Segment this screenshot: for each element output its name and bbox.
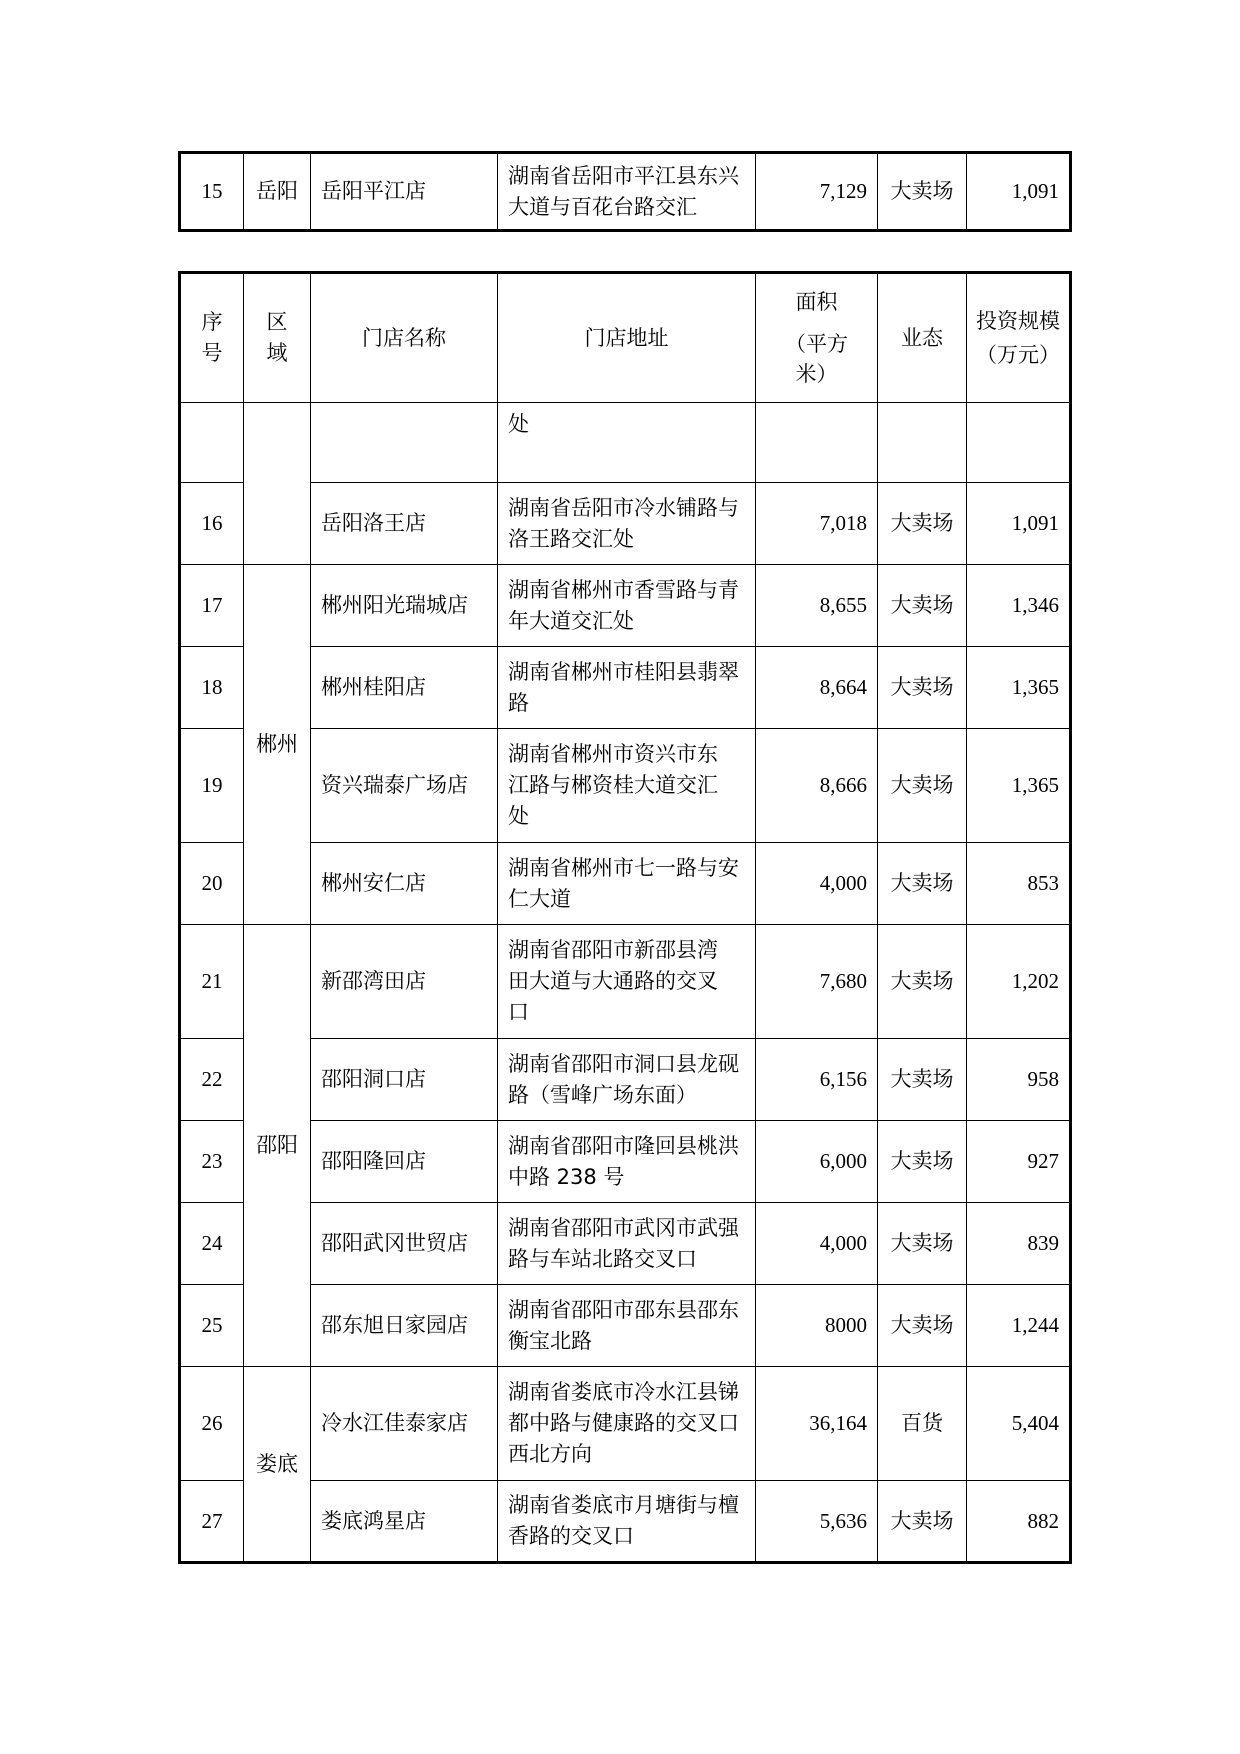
row-number: 22 bbox=[180, 1039, 244, 1121]
store-format: 大卖场 bbox=[878, 153, 967, 231]
store-format: 大卖场 bbox=[878, 647, 967, 729]
store-investment bbox=[967, 403, 1071, 483]
store-investment: 853 bbox=[967, 843, 1071, 925]
store-area: 36,164 bbox=[756, 1367, 878, 1481]
store-name: 岳阳洛王店 bbox=[311, 483, 498, 565]
store-format: 大卖场 bbox=[878, 925, 967, 1039]
region-cell-loudi: 娄底 bbox=[244, 1367, 311, 1563]
store-address: 湖南省邵阳市隆回县桃洪 中路 238 号 bbox=[498, 1121, 756, 1203]
store-name: 郴州阳光瑞城店 bbox=[311, 565, 498, 647]
store-address: 湖南省岳阳市冷水铺路与 洛王路交汇处 bbox=[498, 483, 756, 565]
row-number: 17 bbox=[180, 565, 244, 647]
row-number: 23 bbox=[180, 1121, 244, 1203]
store-investment: 1,365 bbox=[967, 647, 1071, 729]
header-region: 区 域 bbox=[244, 273, 311, 403]
store-investment: 958 bbox=[967, 1039, 1071, 1121]
table-row bbox=[180, 925, 1071, 1039]
store-address: 湖南省郴州市香雪路与青 年大道交汇处 bbox=[498, 565, 756, 647]
row-number: 18 bbox=[180, 647, 244, 729]
store-area: 8,664 bbox=[756, 647, 878, 729]
store-investment: 5,404 bbox=[967, 1367, 1071, 1481]
store-area: 7,680 bbox=[756, 925, 878, 1039]
store-format: 大卖场 bbox=[878, 729, 967, 843]
table-row bbox=[180, 153, 1071, 231]
store-area: 8,666 bbox=[756, 729, 878, 843]
store-format: 大卖场 bbox=[878, 1039, 967, 1121]
store-investment: 1,202 bbox=[967, 925, 1071, 1039]
store-format: 大卖场 bbox=[878, 843, 967, 925]
store-investment: 1,091 bbox=[967, 153, 1071, 231]
store-address: 湖南省娄底市月塘街与檀 香路的交叉口 bbox=[498, 1481, 756, 1563]
store-investment: 1,346 bbox=[967, 565, 1071, 647]
store-investment: 882 bbox=[967, 1481, 1071, 1563]
row-number: 21 bbox=[180, 925, 244, 1039]
table-row bbox=[180, 843, 1071, 925]
store-area: 6,000 bbox=[756, 1121, 878, 1203]
store-name: 娄底鸿星店 bbox=[311, 1481, 498, 1563]
store-name: 岳阳平江店 bbox=[311, 153, 498, 231]
header-store-address: 门店地址 bbox=[498, 273, 756, 403]
store-name: 邵阳武冈世贸店 bbox=[311, 1203, 498, 1285]
row-number: 25 bbox=[180, 1285, 244, 1367]
store-investment: 839 bbox=[967, 1203, 1071, 1285]
store-address: 湖南省娄底市冷水江县锑 都中路与健康路的交叉口 西北方向 bbox=[498, 1367, 756, 1481]
store-address: 湖南省邵阳市新邵县湾 田大道与大通路的交叉 口 bbox=[498, 925, 756, 1039]
address-line: 大道与百花台路交汇 bbox=[508, 194, 697, 219]
table-row bbox=[180, 729, 1071, 843]
table-row bbox=[180, 565, 1071, 647]
row-number: 26 bbox=[180, 1367, 244, 1481]
table-row bbox=[180, 1481, 1071, 1563]
row-number: 20 bbox=[180, 843, 244, 925]
store-name: 邵阳洞口店 bbox=[311, 1039, 498, 1121]
region-cell-shaoyang: 邵阳 bbox=[244, 925, 311, 1367]
table-row bbox=[180, 483, 1071, 565]
table-row bbox=[180, 1367, 1071, 1481]
region-cell: 岳阳 bbox=[244, 153, 311, 231]
table-row bbox=[180, 647, 1071, 729]
store-format: 大卖场 bbox=[878, 483, 967, 565]
row-number: 24 bbox=[180, 1203, 244, 1285]
store-format: 大卖场 bbox=[878, 1121, 967, 1203]
table-row bbox=[180, 1039, 1071, 1121]
store-format: 大卖场 bbox=[878, 1481, 967, 1563]
store-area bbox=[756, 403, 878, 483]
store-address: 湖南省郴州市桂阳县翡翠 路 bbox=[498, 647, 756, 729]
header-store-name: 门店名称 bbox=[311, 273, 498, 403]
region-cell-yueyang-continued bbox=[244, 403, 311, 565]
header-no: 序 号 bbox=[180, 273, 244, 403]
header-investment: 投资规模 （万元） bbox=[967, 273, 1071, 403]
row-number: 16 bbox=[180, 483, 244, 565]
store-investment: 1,091 bbox=[967, 483, 1071, 565]
store-area: 4,000 bbox=[756, 1203, 878, 1285]
table-row bbox=[180, 1285, 1071, 1367]
store-name: 资兴瑞泰广场店 bbox=[311, 729, 498, 843]
store-area: 7,129 bbox=[756, 153, 878, 231]
store-name: 郴州安仁店 bbox=[311, 843, 498, 925]
header-format: 业态 bbox=[878, 273, 967, 403]
store-table bbox=[178, 271, 1072, 1564]
store-address: 湖南省邵阳市武冈市武强 路与车站北路交叉口 bbox=[498, 1203, 756, 1285]
store-format: 大卖场 bbox=[878, 565, 967, 647]
store-address: 处 bbox=[498, 403, 756, 483]
table-row bbox=[180, 1121, 1071, 1203]
store-name bbox=[311, 403, 498, 483]
store-name: 冷水江佳泰家店 bbox=[311, 1367, 498, 1481]
region-cell-chenzhou: 郴州 bbox=[244, 565, 311, 925]
table-row-continuation bbox=[180, 403, 1071, 483]
row-number: 27 bbox=[180, 1481, 244, 1563]
store-area: 7,018 bbox=[756, 483, 878, 565]
store-format: 大卖场 bbox=[878, 1203, 967, 1285]
store-area: 5,636 bbox=[756, 1481, 878, 1563]
store-investment: 927 bbox=[967, 1121, 1071, 1203]
store-address: 湖南省郴州市资兴市东 江路与郴资桂大道交汇 处 bbox=[498, 729, 756, 843]
store-name: 新邵湾田店 bbox=[311, 925, 498, 1039]
address-line: 湖南省岳阳市平江县东兴 bbox=[508, 163, 739, 188]
table-row bbox=[180, 1203, 1071, 1285]
store-table-continued bbox=[178, 151, 1072, 232]
header-area: 面积 （平方 米） bbox=[756, 273, 878, 403]
store-name: 邵阳隆回店 bbox=[311, 1121, 498, 1203]
row-number bbox=[180, 403, 244, 483]
table-header-row bbox=[180, 273, 1071, 403]
store-area: 8,655 bbox=[756, 565, 878, 647]
store-address: 湖南省邵阳市洞口县龙砚 路（雪峰广场东面） bbox=[498, 1039, 756, 1121]
store-format bbox=[878, 403, 967, 483]
store-area: 8000 bbox=[756, 1285, 878, 1367]
store-address: 湖南省郴州市七一路与安 仁大道 bbox=[498, 843, 756, 925]
store-investment: 1,365 bbox=[967, 729, 1071, 843]
store-name: 邵东旭日家园店 bbox=[311, 1285, 498, 1367]
store-area: 6,156 bbox=[756, 1039, 878, 1121]
store-format: 百货 bbox=[878, 1367, 967, 1481]
store-name: 郴州桂阳店 bbox=[311, 647, 498, 729]
store-area: 4,000 bbox=[756, 843, 878, 925]
row-number: 19 bbox=[180, 729, 244, 843]
store-address: 湖南省邵阳市邵东县邵东 衡宝北路 bbox=[498, 1285, 756, 1367]
row-number: 15 bbox=[180, 153, 244, 231]
store-format: 大卖场 bbox=[878, 1285, 967, 1367]
store-address bbox=[498, 153, 756, 231]
store-investment: 1,244 bbox=[967, 1285, 1071, 1367]
